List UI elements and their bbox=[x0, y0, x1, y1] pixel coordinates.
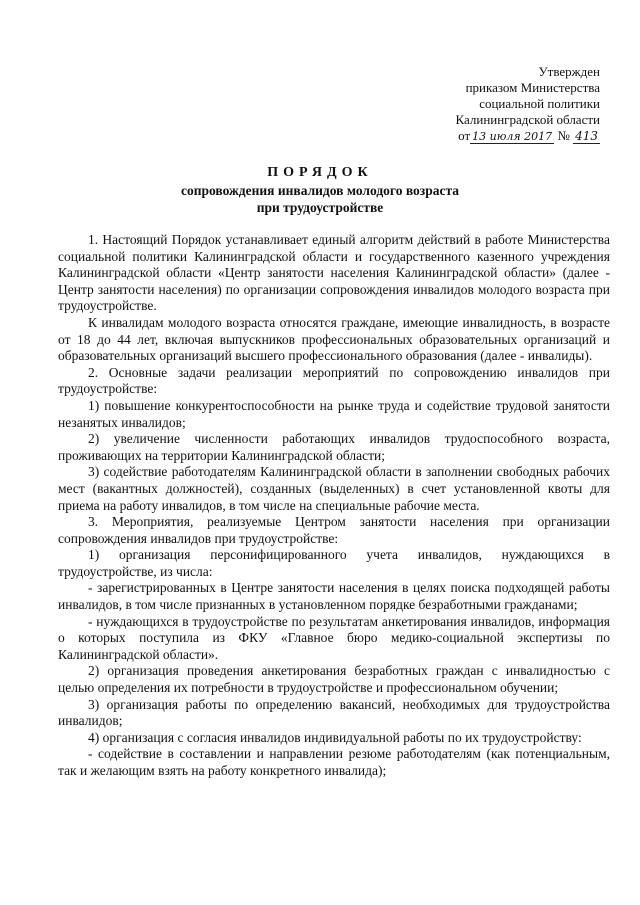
paragraph-10: - нуждающихся в трудоустройстве по результатам анкетирования инвалидов, информация о которых поступила из ФКУ «Главное бюро медико-социальной экспертизы по Калининградской области». bbox=[58, 613, 610, 662]
paragraph-11: 2) организация проведения анкетирования безработных граждан с инвалидностью с целью определения их потребности в трудоустройстве и профессиональном обучении; bbox=[58, 663, 610, 696]
approval-number-handwritten: 413 bbox=[575, 129, 598, 143]
document-subtitle-line-2: при трудоустройстве bbox=[256, 200, 384, 215]
approval-line-ministry: социальной политики bbox=[479, 96, 600, 111]
paragraph-3: 2. Основные задачи реализации мероприятий по сопровождению инвалидов при трудоустройстве: bbox=[58, 364, 610, 397]
approval-stamp-block bbox=[400, 64, 600, 145]
paragraph-8: 1) организация персонифицированного учета инвалидов, нуждающихся в трудоустройстве, из числа: bbox=[58, 547, 610, 579]
document-title: ПОРЯДОК bbox=[267, 165, 373, 180]
paragraph-1: 1. Настоящий Порядок устанавливает единый алгоритм действий в работе Министерства социальной политики Калининградской области и государственного казенного учреждения Калининградской области «Центр занятости населения Калининградской области» (далее - Центр занятости населения) по организации сопровождения инвалидов молодого возраста при трудоустройстве. bbox=[58, 232, 610, 314]
paragraph-5: 2) увеличение численности работающих инвалидов трудоспособного возраста, проживающих на территории Калининградской области; bbox=[58, 431, 610, 463]
approval-line-order: приказом Министерства bbox=[465, 80, 600, 95]
paragraph-12: 3) организация работы по определению вакансий, необходимых для трудоустройства инвалидов; bbox=[58, 696, 610, 729]
paragraph-9: - зарегистрированных в Центре занятости населения в целях поиска подходящей работы инвалидов, в том числе признанных в установленном порядке безработными гражданами; bbox=[58, 580, 610, 613]
document-body bbox=[58, 232, 610, 780]
paragraph-7: 3. Мероприятия, реализуемые Центром занятости населения при организации сопровождения инвалидов при трудоустройстве: bbox=[58, 514, 610, 546]
approval-number-sign: № bbox=[557, 128, 570, 143]
document-subtitle-line-1: сопровождения инвалидов молодого возраста bbox=[180, 183, 460, 198]
approval-date-number-line bbox=[400, 128, 600, 145]
paragraph-13: 4) организация с согласия инвалидов индивидуальной работы по их трудоустройству: bbox=[88, 729, 582, 745]
paragraph-2: К инвалидам молодого возраста относятся граждане, имеющие инвалидность, в возрасте от 18 до 44 лет, включая выпускников профессиональных образовательных организаций и образовательных организаций высшего профессионального образования (далее - инвалиды). bbox=[58, 314, 610, 364]
approval-line-region: Калининградской области bbox=[455, 112, 600, 127]
approval-from-prefix: от bbox=[458, 128, 471, 143]
paragraph-14: - содействие в составлении и направлении резюме работодателям (как потенциальным, так и желающим взять на работу конкретного инвалида); bbox=[58, 746, 610, 778]
paragraph-6: 3) содействие работодателям Калининградской области в заполнении свободных рабочих мест (вакантных должностей), созданных (выделенных) в счет установленной квоты для приема на работу инвалидов, в том числе на специальные рабочие места. bbox=[58, 464, 610, 513]
approval-line-approved: Утвержден bbox=[538, 64, 600, 79]
approval-date-handwritten: 13 июля 2017 bbox=[472, 130, 553, 143]
document-title-block bbox=[0, 164, 640, 216]
paragraph-4: 1) повышение конкурентоспособности на рынке труда и содействие трудовой занятости незанятых инвалидов; bbox=[58, 397, 610, 430]
